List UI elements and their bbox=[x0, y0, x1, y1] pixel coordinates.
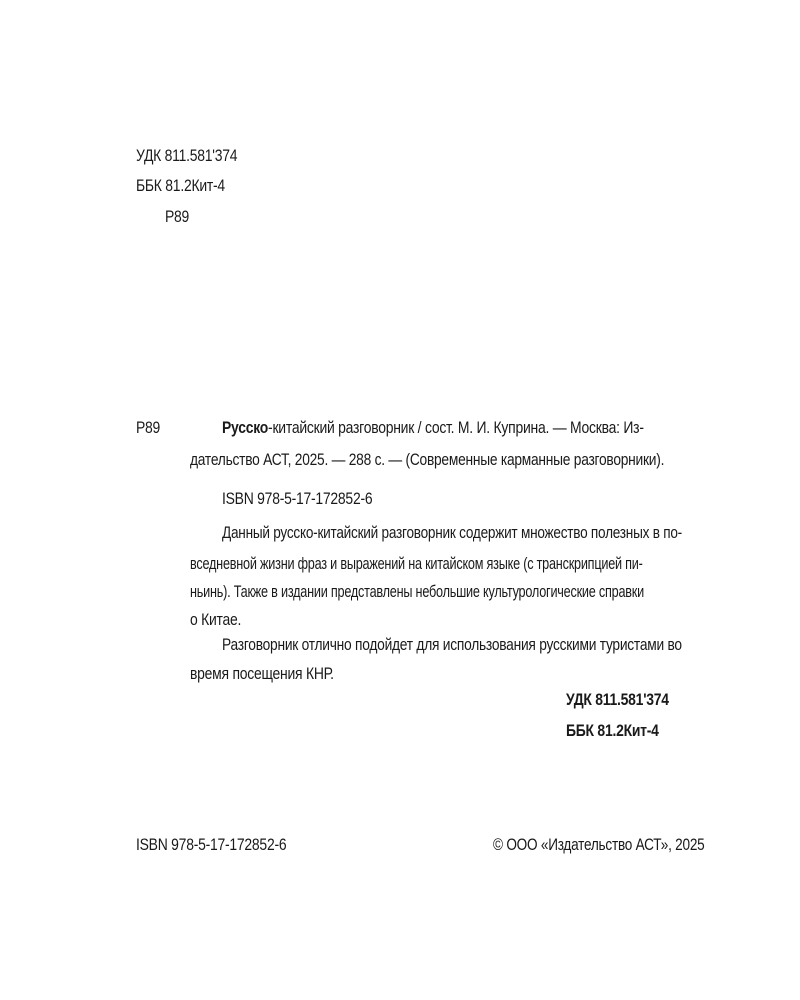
biblio-line-1 bbox=[222, 418, 736, 438]
annotation-p2-line-2: время посещения КНР. bbox=[190, 664, 334, 683]
classification-udk: УДК 811.581'374 bbox=[566, 690, 669, 709]
annotation-p1-line-4: о Китае. bbox=[190, 610, 242, 629]
biblio-author-mark: Р89 bbox=[136, 418, 161, 437]
footer-copyright: © ООО «Издательство АСТ», 2025 bbox=[493, 835, 705, 854]
annotation-p1-line-1: Данный русско-китайский разговорник содержит множество полезных в по- bbox=[222, 523, 682, 542]
annotation-p1-line-2: вседневной жизни фраз и выражений на китайском языке (с транскрипцией пи- bbox=[190, 554, 643, 573]
classification-bbk: ББК 81.2Кит-4 bbox=[566, 721, 659, 740]
annotation-p2-line-1: Разговорник отлично подойдет для использования русскими туристами во bbox=[222, 635, 682, 654]
biblio-isbn: ISBN 978-5-17-172852-6 bbox=[222, 489, 373, 508]
biblio-title-rest: -китайский разговорник / сост. М. И. Куприна. — Москва: Из- bbox=[268, 418, 644, 437]
footer-isbn: ISBN 978-5-17-172852-6 bbox=[136, 835, 287, 854]
annotation-p1-line-3: ньинь). Также в издании представлены небольшие культурологические справки bbox=[190, 582, 644, 601]
top-author-mark: Р89 bbox=[165, 207, 190, 226]
biblio-line-2: дательство АСТ, 2025. — 288 с. — (Современные карманные разговорники). bbox=[190, 450, 665, 469]
top-bbk: ББК 81.2Кит-4 bbox=[136, 176, 225, 195]
top-udk: УДК 811.581'374 bbox=[136, 146, 238, 165]
biblio-title-bold: Русско bbox=[222, 418, 269, 437]
